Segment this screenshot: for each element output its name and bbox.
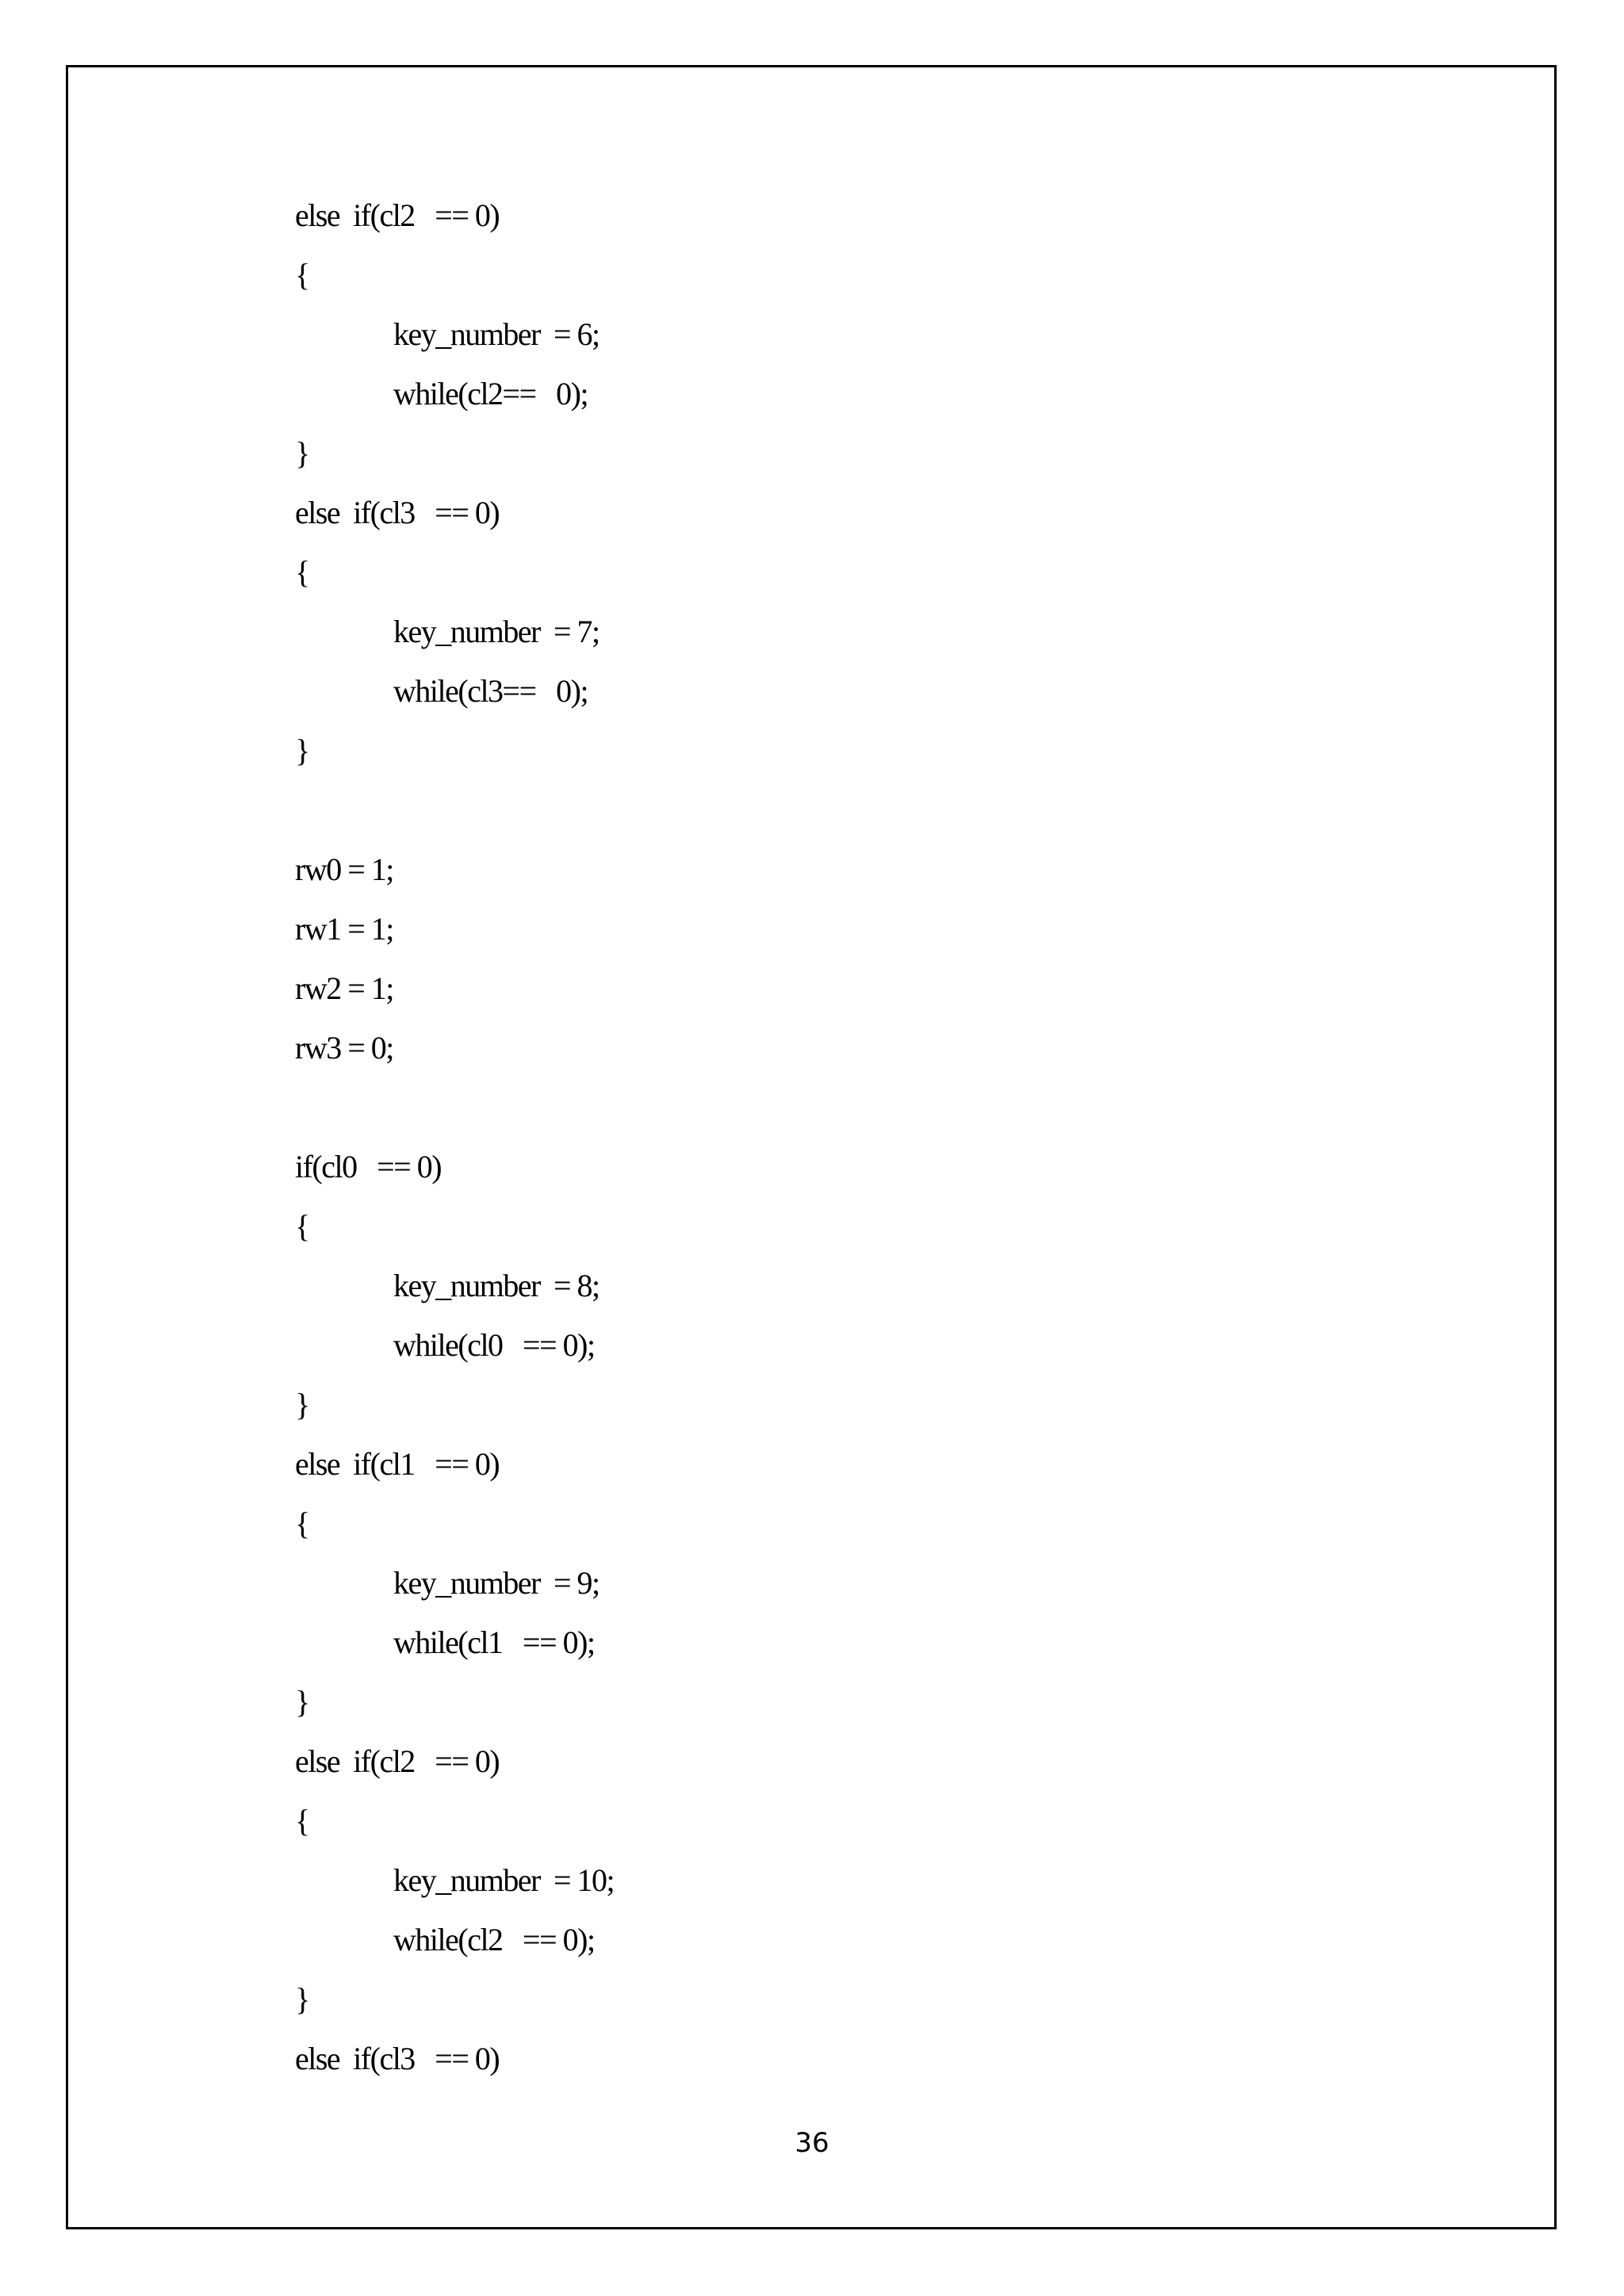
code-line: rw2 = 1; bbox=[295, 970, 393, 1006]
code-line: else if(cl3 == 0) bbox=[295, 2041, 500, 2076]
code-line: key_number = 8; bbox=[393, 1268, 599, 1303]
code-line: key_number = 6; bbox=[393, 316, 599, 352]
code-line: while(cl3== 0); bbox=[393, 673, 588, 709]
code-line: key_number = 9; bbox=[393, 1565, 599, 1601]
code-line: } bbox=[295, 1387, 309, 1422]
code-line: { bbox=[295, 1506, 309, 1541]
code-line: } bbox=[295, 1684, 309, 1720]
code-line: } bbox=[295, 435, 309, 471]
code-line: } bbox=[295, 733, 309, 768]
code-line: key_number = 10; bbox=[393, 1862, 615, 1898]
code-line: else if(cl2 == 0) bbox=[295, 1743, 500, 1779]
code-line: else if(cl1 == 0) bbox=[295, 1446, 500, 1482]
code-line: rw3 = 0; bbox=[295, 1030, 393, 1066]
code-line: } bbox=[295, 1981, 309, 2017]
code-line: { bbox=[295, 1803, 309, 1839]
code-line: { bbox=[295, 257, 309, 293]
code-line: while(cl1 == 0); bbox=[393, 1624, 595, 1660]
code-line: if(cl0 == 0) bbox=[295, 1149, 442, 1184]
code-line: while(cl2== 0); bbox=[393, 376, 588, 411]
code-line: key_number = 7; bbox=[393, 614, 599, 649]
code-line: else if(cl3 == 0) bbox=[295, 495, 500, 530]
code-line: rw0 = 1; bbox=[295, 851, 393, 887]
page-number: 36 bbox=[795, 2127, 829, 2159]
code-line: while(cl0 == 0); bbox=[393, 1327, 595, 1363]
code-line: while(cl2 == 0); bbox=[393, 1922, 595, 1957]
code-line: { bbox=[295, 1208, 309, 1244]
code-line: rw1 = 1; bbox=[295, 911, 393, 947]
code-line: { bbox=[295, 554, 309, 590]
code-line: else if(cl2 == 0) bbox=[295, 197, 500, 233]
